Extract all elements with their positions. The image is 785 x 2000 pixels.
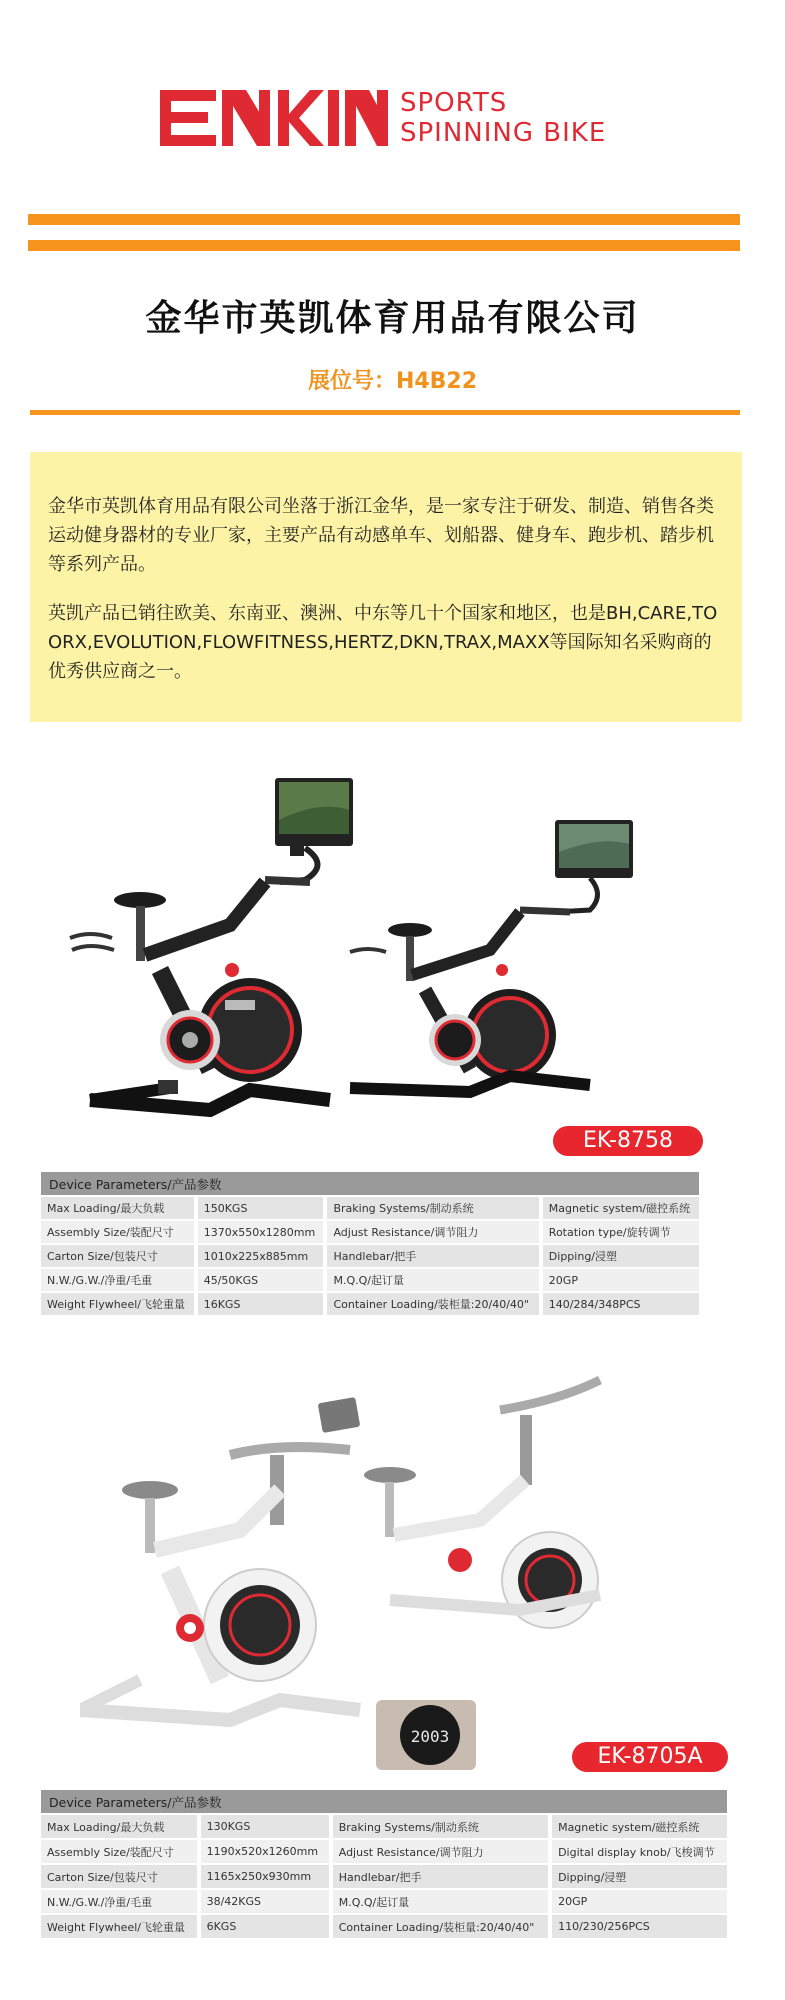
param-label: Adjust Resistance/调节阻力	[325, 1220, 540, 1244]
param-label: Container Loading/装柜量:20/40/40"	[331, 1914, 550, 1939]
param-value: 1190x520x1260mm	[199, 1839, 331, 1864]
intro-paragraph-1: 金华市英凯体育用品有限公司坐落于浙江金华，是一家专注于研发、制造、销售各类运动健身器材的专业厂家，主要产品有动感单车、划船器、健身车、跑步机、踏步机等系列产品。	[48, 496, 714, 575]
param-label: Carton Size/包装尺寸	[41, 1864, 199, 1889]
param-label: Braking Systems/制动系统	[325, 1196, 540, 1220]
param-value: Dipping/浸塑	[550, 1864, 729, 1889]
param-label: N.W./G.W./净重/毛重	[41, 1889, 199, 1914]
param-value: Digital display knob/飞梭调节	[550, 1839, 729, 1864]
param-label: M.Q.Q/起订量	[325, 1268, 540, 1292]
intro-paragraph-2: 英凯产品已销往欧美、东南亚、澳洲、中东等几十个国家和地区，也是BH,CARE,TOORX,EVOLUTION,FLOWFITNESS,HERTZ,DKN,TRAX,MAXX等国际知名采购商的优秀供应商之一。	[48, 603, 718, 682]
param-value: 110/230/256PCS	[550, 1914, 729, 1939]
table-row	[41, 1220, 701, 1244]
param-value: 1165x250x930mm	[199, 1864, 331, 1889]
product-image-ek-8758	[50, 770, 730, 1140]
orange-divider-second	[28, 240, 740, 251]
table-row	[41, 1914, 729, 1939]
table-row	[41, 1268, 701, 1292]
param-label: Adjust Resistance/调节阻力	[331, 1839, 550, 1864]
param-label: Braking Systems/制动系统	[331, 1814, 550, 1839]
bike-black-left	[70, 778, 353, 1110]
param-label: Weight Flywheel/飞轮重量	[41, 1914, 199, 1939]
orange-divider-bottom	[30, 410, 740, 415]
booth-number: 展位号：H4B22	[307, 369, 478, 394]
param-label: Assembly Size/装配尺寸	[41, 1839, 199, 1864]
param-label: N.W./G.W./净重/毛重	[41, 1268, 196, 1292]
company-intro-box	[30, 452, 742, 722]
logo-line-spinning-bike: SPINNING BIKE	[400, 118, 607, 148]
param-value: 130KGS	[199, 1814, 331, 1839]
table-row	[41, 1196, 701, 1220]
param-value: 1010x225x885mm	[196, 1244, 326, 1268]
enkin-logo-mark	[160, 90, 388, 146]
param-label: Weight Flywheel/飞轮重量	[41, 1292, 196, 1316]
table-row	[41, 1292, 701, 1316]
param-value: 140/284/348PCS	[541, 1292, 701, 1316]
param-label: Container Loading/装柜量:20/40/40"	[325, 1292, 540, 1316]
company-name: 金华市英凯体育用品有限公司	[145, 298, 640, 339]
param-value: 150KGS	[196, 1196, 326, 1220]
table-row	[41, 1889, 729, 1914]
bike-black-right	[350, 820, 633, 1092]
table-row	[41, 1814, 729, 1839]
logo-tagline	[400, 88, 606, 148]
param-label: M.Q.Q/起订量	[331, 1889, 550, 1914]
model-badge-ek-8705a: EK-8705A	[572, 1742, 728, 1772]
param-label: Max Loading/最大负载	[41, 1814, 199, 1839]
param-value: Magnetic system/磁控系统	[550, 1814, 729, 1839]
param-label: Handlebar/把手	[325, 1244, 540, 1268]
param-value: 6KGS	[199, 1914, 331, 1939]
table-row	[41, 1864, 729, 1889]
parameter-table-ek-8705a	[41, 1790, 731, 1940]
digital-display-knob	[376, 1700, 476, 1770]
knob-readout: 2003	[410, 1727, 450, 1746]
bike-white-right	[364, 1380, 600, 1628]
param-label: Assembly Size/装配尺寸	[41, 1220, 196, 1244]
param-value: 45/50KGS	[196, 1268, 326, 1292]
param-label: Max Loading/最大负载	[41, 1196, 196, 1220]
param-value: 20GP	[550, 1889, 729, 1914]
parameter-table-ek-8758	[41, 1172, 703, 1317]
param-value: Rotation type/旋转调节	[541, 1220, 701, 1244]
param-value: Dipping/浸塑	[541, 1244, 701, 1268]
logo-line-sports: SPORTS	[400, 88, 508, 118]
table-row	[41, 1244, 701, 1268]
brand-logo	[160, 88, 640, 150]
param-label: Handlebar/把手	[331, 1864, 550, 1889]
model-badge-ek-8758: EK-8758	[553, 1126, 703, 1156]
param-value: 16KGS	[196, 1292, 326, 1316]
param-value: 20GP	[541, 1268, 701, 1292]
bike-white-left	[80, 1397, 360, 1720]
param-value: 38/42KGS	[199, 1889, 331, 1914]
param-value: 1370x550x1280mm	[196, 1220, 326, 1244]
table-row	[41, 1839, 729, 1864]
orange-divider-top	[28, 214, 740, 225]
param-value: Magnetic system/磁控系统	[541, 1196, 701, 1220]
param-label: Carton Size/包装尺寸	[41, 1244, 196, 1268]
table-title: Device Parameters/产品参数	[41, 1172, 701, 1196]
product-image-ek-8705a	[80, 1370, 740, 1770]
table-title: Device Parameters/产品参数	[41, 1790, 729, 1814]
